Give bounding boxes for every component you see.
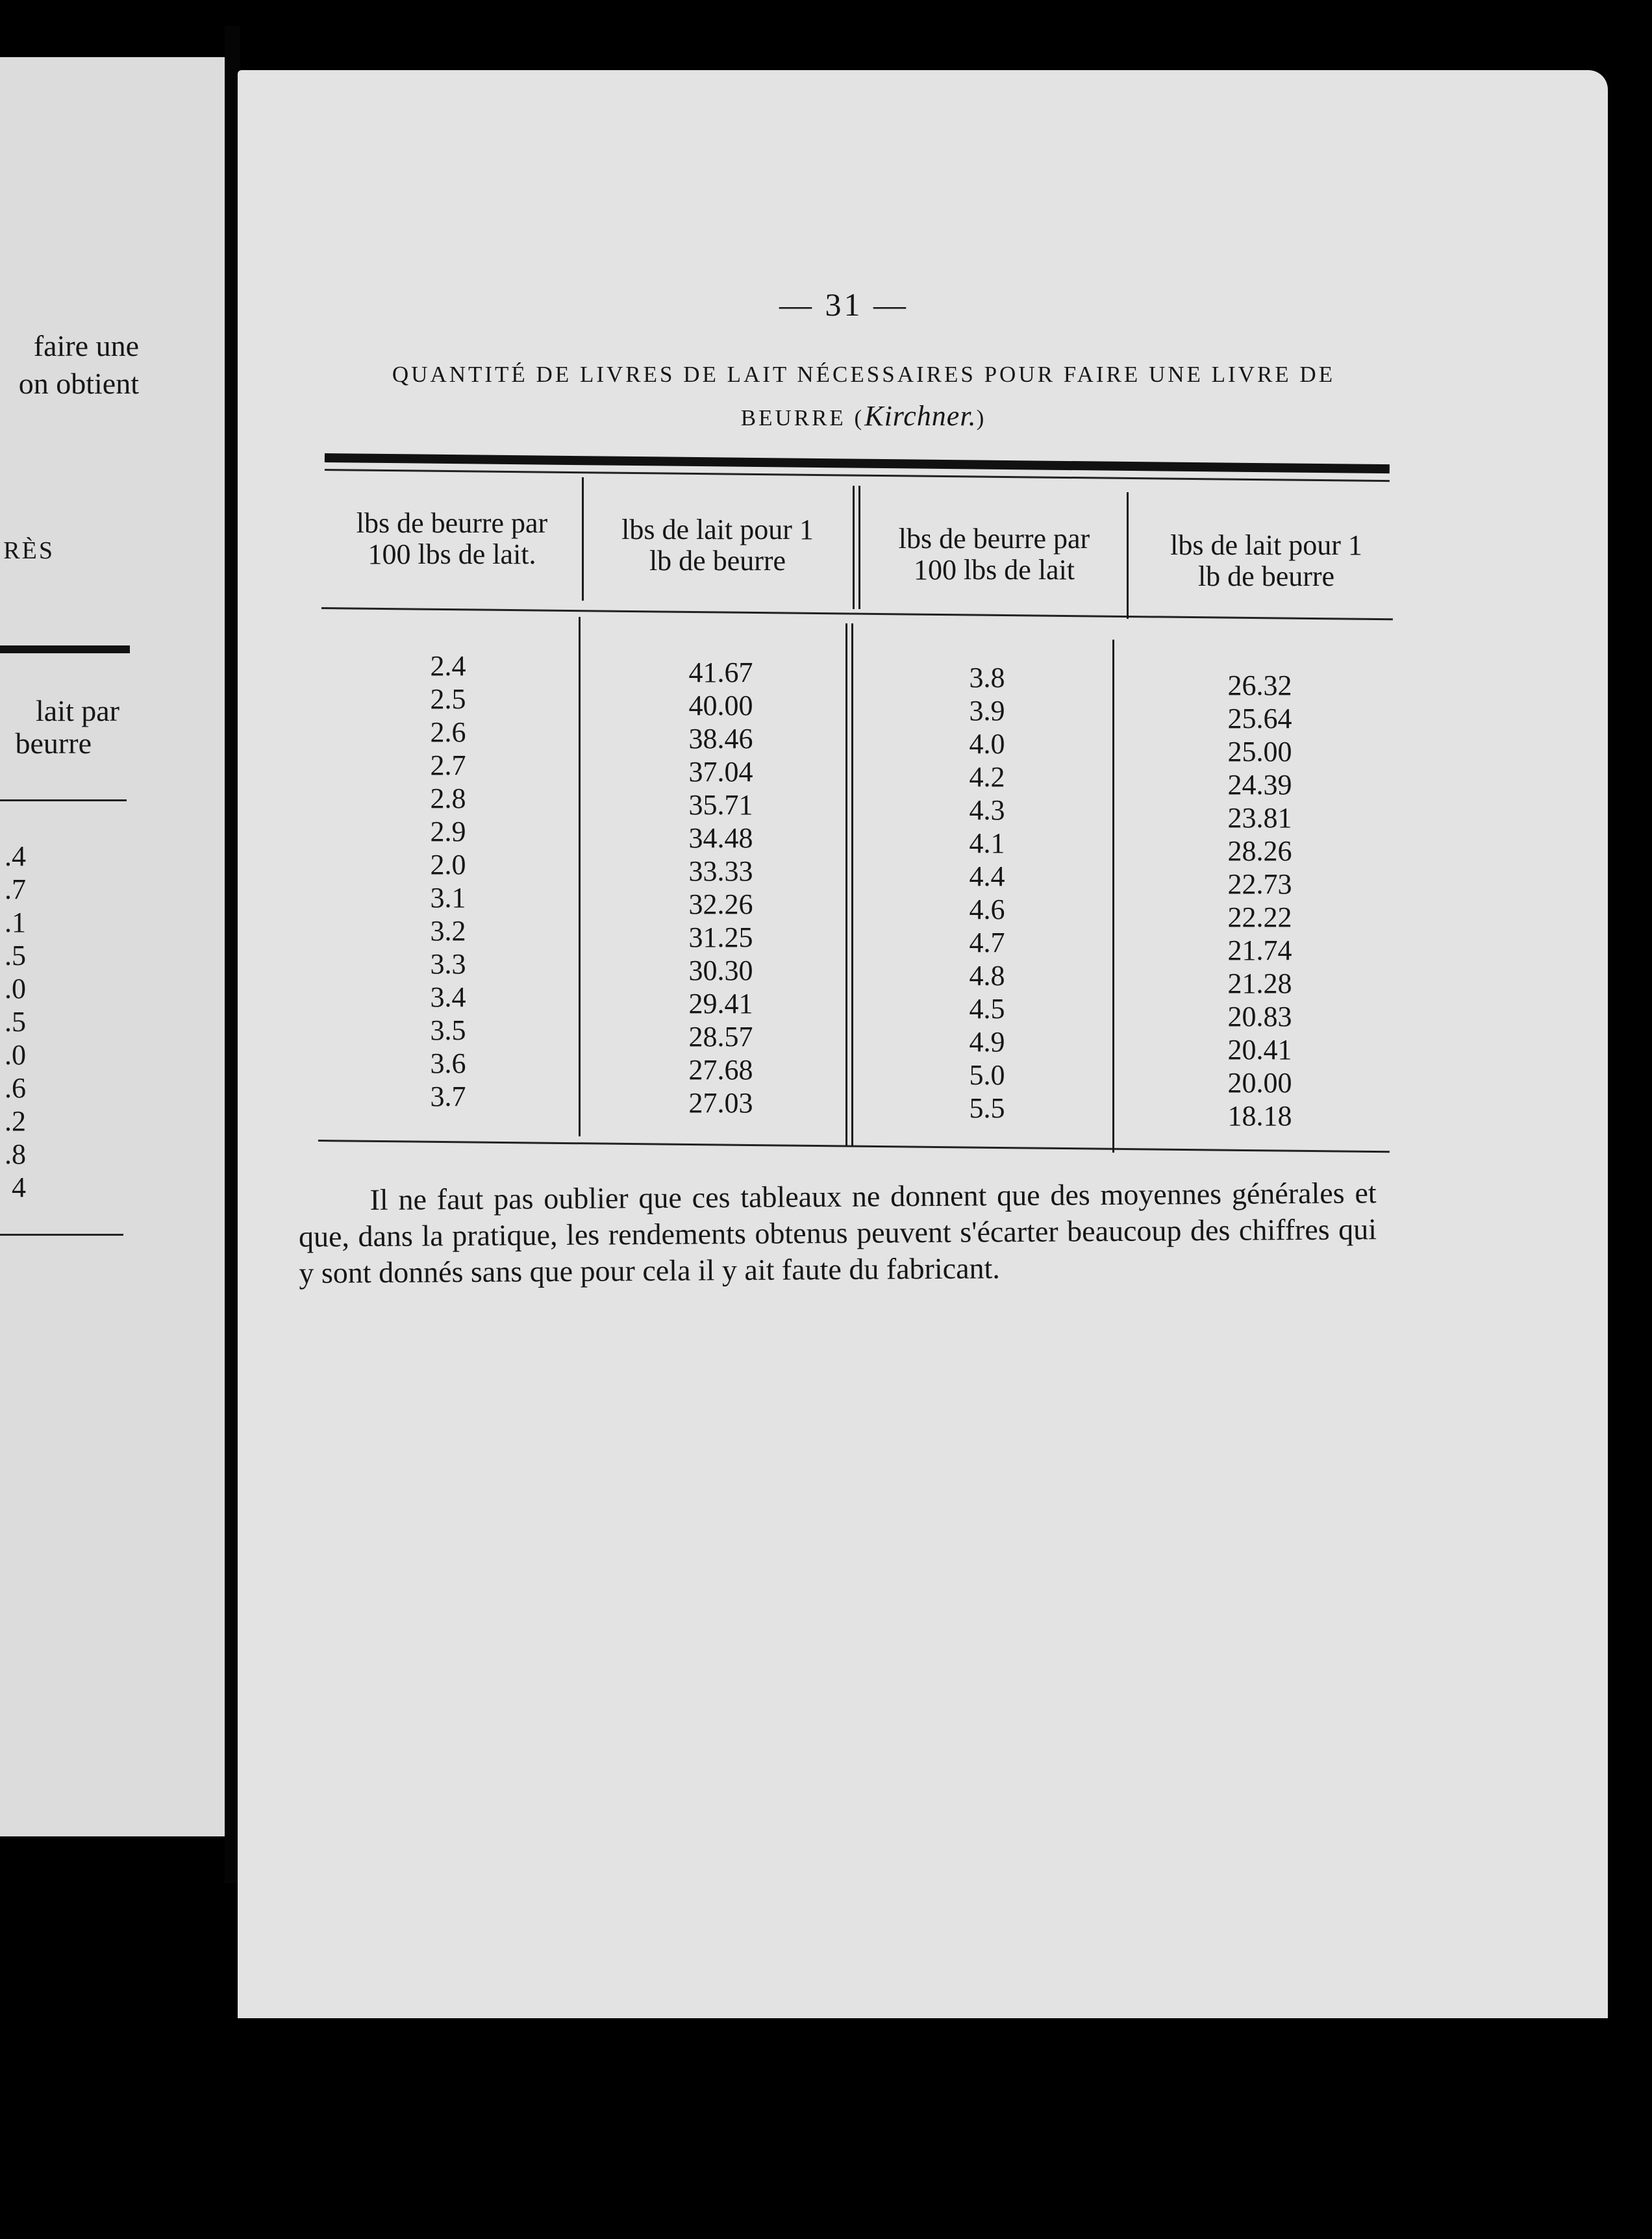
table-cell: 2.7 [430, 749, 466, 781]
column-values-4 [1195, 669, 1325, 1132]
table-cell: 23.81 [1227, 802, 1292, 834]
table-title-line1: QUANTITÉ DE LIVRES DE LAIT NÉCESSAIRES POUR FAIRE UNE LIVRE DE [392, 362, 1336, 387]
table-cell: 20.41 [1227, 1034, 1292, 1066]
header-line: lbs de beurre par [356, 507, 548, 539]
left-text-fragment: on obtient [18, 367, 139, 400]
left-text-fragment: beurre [15, 727, 92, 760]
table-cell: 4.9 [969, 1026, 1005, 1058]
left-text-fragment: faire une [33, 329, 139, 362]
table-cell: 4.4 [969, 860, 1005, 892]
table-cell: 4.8 [969, 960, 1005, 992]
table-cell: 4.2 [969, 761, 1005, 793]
table-cell: 4.5 [969, 993, 1005, 1025]
table-cell: 21.28 [1227, 968, 1292, 999]
left-thin-rule [0, 1234, 123, 1236]
table-cell: 5.5 [969, 1092, 1005, 1124]
table-cell: 22.73 [1227, 868, 1292, 900]
header-line: lbs de lait pour 1 [1170, 529, 1362, 561]
title-close: ) [976, 405, 987, 431]
column-header-4 [1130, 530, 1403, 592]
table-cell: 4.0 [969, 728, 1005, 760]
table-cell: 3.9 [969, 695, 1005, 727]
header-line: 100 lbs de lait. [368, 538, 536, 570]
table-cell: 2.4 [430, 650, 466, 682]
left-value: .5 [5, 1006, 26, 1038]
table-cell: 33.33 [688, 855, 753, 887]
column-divider [853, 486, 855, 609]
table-cell: 4.7 [969, 927, 1005, 958]
header-line: lbs de beurre par [898, 523, 1090, 555]
table-cell: 27.68 [688, 1054, 753, 1086]
header-line: 100 lbs de lait [913, 554, 1075, 586]
left-value: .5 [5, 940, 26, 971]
table-cell: 28.57 [688, 1021, 753, 1053]
left-page-fragment [0, 57, 225, 1836]
left-value: 4 [12, 1171, 26, 1203]
column-header-3 [861, 523, 1127, 586]
column-header-1 [322, 508, 582, 570]
table-cell: 40.00 [688, 690, 753, 721]
table-title [318, 354, 1409, 439]
left-values-column [0, 840, 26, 1204]
column-divider [851, 623, 853, 1146]
table-cell: 25.64 [1227, 703, 1292, 734]
left-value: .4 [5, 840, 26, 872]
table-cell: 29.41 [688, 988, 753, 1019]
table-cell: 2.6 [430, 716, 466, 748]
table-cell: 2.5 [430, 683, 466, 715]
table-title-line2 [318, 395, 1409, 439]
table-cell: 41.67 [688, 657, 753, 688]
table-cell: 4.6 [969, 894, 1005, 925]
column-header-2 [584, 514, 851, 577]
table-cell: 24.39 [1227, 769, 1292, 801]
table-cell: 31.25 [688, 921, 753, 953]
table-cell: 30.30 [688, 955, 753, 986]
table-cell: 38.46 [688, 723, 753, 755]
table-cell: 32.26 [688, 888, 753, 920]
column-divider [582, 477, 584, 601]
table-cell: 3.5 [430, 1014, 466, 1046]
left-value: .2 [5, 1105, 26, 1137]
table-cell: 26.32 [1227, 669, 1292, 701]
left-value: .7 [5, 873, 26, 905]
paragraph-text: Il ne faut pas oublier que ces tableaux ne donnent que des moyennes générales et que, dans la pratique, les rendements obtenus peuvent s'écarter beaucoup des chiffres qui y sont donnés sans que pour cela il y ait faute du fabricant. [298, 1176, 1377, 1290]
left-value: .0 [5, 973, 26, 1005]
table-cell: 3.7 [430, 1081, 466, 1112]
column-divider [845, 623, 847, 1146]
table-cell: 2.9 [430, 816, 466, 847]
table-cell: 2.0 [430, 849, 466, 881]
left-thin-rule [0, 799, 127, 801]
header-line: lb de beurre [649, 545, 786, 577]
table-cell: 3.3 [430, 948, 466, 980]
column-values-3 [935, 661, 1039, 1125]
table-cell: 22.22 [1227, 901, 1292, 933]
table-cell: 3.1 [430, 882, 466, 914]
left-text-fragment: lait par [36, 694, 119, 727]
column-values-2 [656, 656, 786, 1120]
header-line: lbs de lait pour 1 [621, 514, 814, 545]
table-cell: 37.04 [688, 756, 753, 788]
left-text-fragment: RÈS [3, 537, 55, 564]
table-cell: 27.03 [688, 1087, 753, 1119]
left-value: .0 [5, 1039, 26, 1071]
table-cell: 20.00 [1227, 1067, 1292, 1099]
table-cell: 4.1 [969, 827, 1005, 859]
table-cell: 18.18 [1227, 1100, 1292, 1132]
table-cell: 3.6 [430, 1047, 466, 1079]
table-cell: 20.83 [1227, 1001, 1292, 1032]
column-divider [1112, 640, 1114, 1153]
column-divider [579, 617, 581, 1136]
left-value: .8 [5, 1138, 26, 1170]
left-value: .6 [5, 1072, 26, 1104]
table-cell: 28.26 [1227, 835, 1292, 867]
header-line: lb de beurre [1197, 560, 1335, 592]
table-cell: 3.2 [430, 915, 466, 947]
table-cell: 3.8 [969, 662, 1005, 694]
table-cell: 21.74 [1227, 934, 1292, 966]
table-cell: 5.0 [969, 1059, 1005, 1091]
table-cell: 4.3 [969, 794, 1005, 826]
title-beurre: BEURRE ( [740, 405, 865, 431]
body-paragraph [298, 1175, 1377, 1292]
left-thick-rule [0, 645, 130, 653]
column-divider [858, 486, 860, 609]
table-cell: 3.4 [430, 981, 466, 1013]
table-cell: 2.8 [430, 782, 466, 814]
table-cell: 25.00 [1227, 736, 1292, 768]
column-values-1 [396, 649, 500, 1113]
left-value: .1 [5, 907, 26, 938]
title-author: Kirchner. [864, 400, 977, 432]
table-cell: 35.71 [688, 789, 753, 821]
table-cell: 34.48 [688, 822, 753, 854]
page-number: — 31 — [779, 286, 908, 323]
